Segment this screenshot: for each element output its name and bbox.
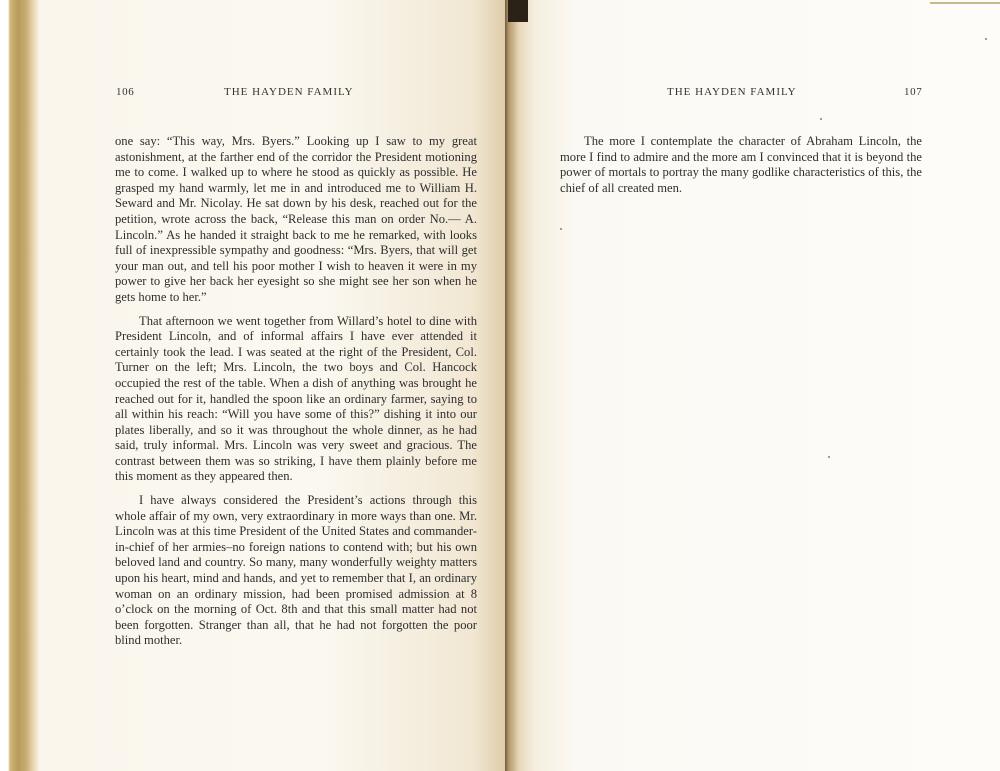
right-page-number: 107 <box>904 86 923 98</box>
page-edge-line <box>930 2 1000 4</box>
right-page-text <box>560 134 922 204</box>
paragraph: That afternoon we went together from Willard’s hotel to dine with President Lincoln, and of informal affairs I have ever attended it certainly took the lead. I was seated at the right of the President, Col. Turner on the left; Mrs. Lincoln, the two boys and Col. Hancock occupied the rest of the table. When a dish of anything was brought he reached out for it, handled the spoon like an ordinary farmer, saying to all within his reach: “Will you have some of this?” dishing it into our plates liberally, and so it was throughout the whole dinner, as he had said, truly informal. Mrs. Lincoln was very sweet and gracious. The contrast between them was so striking, I have them plainly before me this moment as they appeared then. <box>115 313 477 484</box>
paper-speck <box>985 38 987 40</box>
paragraph: one say: “This way, Mrs. Byers.” Looking up I saw to my great astonishment, at the farther end of the corridor the President motioning me to come. I walked up to where he stood as quickly as possible. He grasped my hand warmly, let me in and introduced me to William H. Seward and Mr. Nicolay. He sat down by his desk, reached out for the petition, wrote across the back, “Release this man on order No.— A. Lincoln.” As he handed it straight back to me he remarked, with looks full of inexpressible sympathy and goodness: “Mrs. Byers, that will get your man out, and tell his poor mother I wish to heaven it were in my power to give her back her eyesight so she might see her son when he gets home to her.” <box>115 134 477 304</box>
paper-speck <box>820 118 822 120</box>
paper-speck <box>828 456 830 458</box>
book-gutter <box>505 0 535 771</box>
right-running-head: THE HAYDEN FAMILY <box>667 86 797 98</box>
left-page-text <box>115 134 477 657</box>
page-fore-edge <box>0 0 40 771</box>
paragraph: I have always considered the President’s actions through this whole affair of my own, very extraordinary in more ways than one. Mr. Lincoln was at this time President of the United States and commander-in-chief of her armies–no foreign nations to contend with; but his own beloved land and country. So many, many wonderfully weighty matters upon his heart, mind and hands, and yet to remember that I, an ordinary woman on an ordinary mission, had been promised admission at 8 o’clock on the morning of Oct. 8th and that this small matter had not been forgotten. Stranger than all, that he had not forgotten the poor blind mother. <box>115 493 477 648</box>
left-running-head: THE HAYDEN FAMILY <box>224 86 354 98</box>
right-page <box>535 0 1000 771</box>
paper-speck <box>560 228 562 230</box>
paragraph: The more I contemplate the character of Abraham Lincoln, the more I find to admire and the more am I convinced that it is beyond the power of mortals to portray the many godlike characteristics of this, the chief of all created men. <box>560 134 922 195</box>
gutter-shadow <box>508 0 528 22</box>
left-page-number: 106 <box>116 86 135 98</box>
